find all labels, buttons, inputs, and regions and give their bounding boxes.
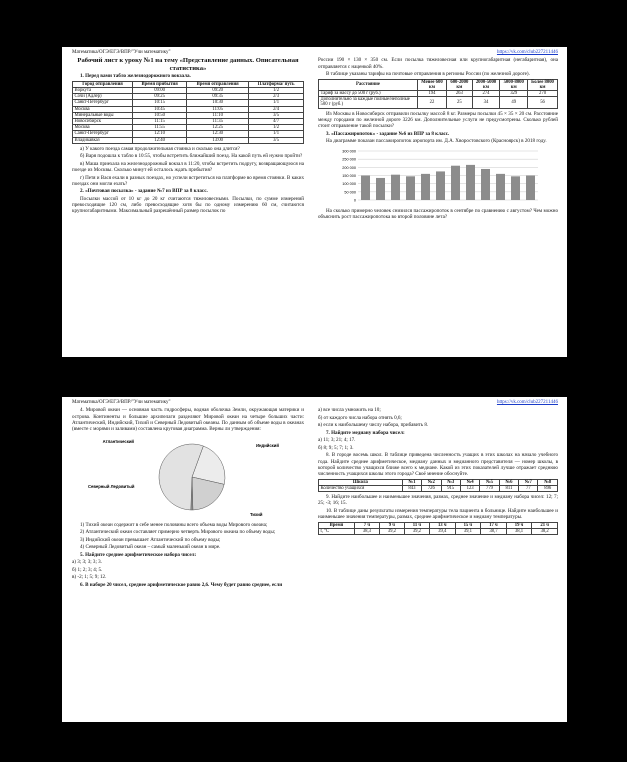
table-header-cell: №2	[422, 479, 441, 485]
table-cell: 1/2	[249, 87, 304, 93]
bar	[406, 176, 415, 200]
task-6-b: б) от каждого числа набора отнять 0,6;	[318, 414, 402, 421]
table-header-cell: 9 ч	[379, 522, 404, 528]
table-cell: 10:30	[187, 100, 249, 106]
task-9-text: 9. Найдите наибольшее и наименьшее значения, размах, среднее значение и медиану набора чисел: 12; 7; 25; -3; 16; 15.	[318, 493, 558, 507]
y-tick-label: 200 000	[342, 165, 356, 170]
tariff-table	[318, 79, 558, 109]
table-cell: 38,3	[354, 528, 379, 534]
table-cell: 10:15	[133, 100, 187, 106]
table-cell: 39,2	[379, 528, 404, 534]
task-7-a: а) 11; 3; 21; 4; 17.	[318, 437, 356, 444]
table-cell: 11:35	[187, 119, 249, 125]
statement-3: 3) Индийский океан превышает Атлантический по объему воды;	[80, 536, 221, 543]
question-v: в) Маша приехала на железнодорожный вокзал в 11:20, чтобы встретить подругу, возвращающуюся на поезде из Москвы. Сколько минут ей осталось ждать прибытия?	[72, 160, 304, 174]
train-schedule-table	[72, 81, 304, 144]
page1-left-column	[72, 50, 304, 216]
table-header-cell: №8	[538, 479, 558, 485]
table-cell: 09:35	[187, 94, 249, 100]
table-cell: 3/5	[249, 112, 304, 118]
table-cell: 11:10	[187, 112, 249, 118]
question-b: б) Варя подошла к табло в 10:55, чтобы встретить ближайший поезд. На какой путь ей нужно пройти?	[80, 153, 303, 160]
task-5-a: а) 3; 3; 3; 3; 3.	[72, 559, 102, 566]
table-header-cell: 21 ч	[532, 522, 558, 528]
passenger-flow-bar-chart	[332, 148, 542, 204]
bar	[391, 174, 400, 199]
table-header-cell: №4	[460, 479, 479, 485]
table-cell: Санкт-Петербург	[73, 131, 133, 137]
bar	[421, 173, 430, 199]
table-cell: 12:25	[187, 125, 249, 131]
statement-4: 4) Северный Ледовитый океан – самый маленький океан в мире.	[80, 544, 221, 551]
task-6-a: а) все числа умножить на 10;	[318, 407, 381, 414]
table-cell: 56	[528, 97, 558, 108]
table-cell: 09:20	[187, 87, 249, 93]
table-cell: Воркута	[73, 87, 133, 93]
worksheet-page-2	[62, 397, 567, 722]
table-header-cell: Менее 600 км	[417, 79, 446, 90]
task-2-heading: 2. «Почтовая посылка» - задание №7 из ВПР за 8 класс.	[80, 188, 208, 195]
task-8-text: 8. В городе восемь школ. В таблице приведена численность учащих в этих школах на начало учебного года. Найдите среднее арифметическое, медиану данных и медианного представителя — номер школы, в которой количество учащихся ближе всего к медиане. Какой из этих показателей лучше отражает среднюю численность учащихся школы этого города? Своё мнение обоснуйте.	[318, 452, 558, 478]
table-header-cell: №1	[402, 479, 421, 485]
worksheet-title: Рабочий лист к уроку №1 на тему «Представление данных. Описательная статистика»	[77, 57, 299, 73]
worksheet-page-1	[62, 47, 567, 357]
statement-2: 2) Атлантический океан составляет примерно четверть Мирового океана по объему воды;	[80, 529, 276, 536]
task-6-c: в) если к наибольшему числу набора, прибавить 8.	[318, 422, 429, 429]
table-cell: 12:10	[133, 131, 187, 137]
table-cell: Количество учащихся	[319, 485, 403, 491]
table-header-cell: 2000-5000 км	[472, 79, 500, 90]
table-header-cell: 7 ч	[354, 522, 379, 528]
table-header-cell: №5	[480, 479, 499, 485]
bar	[466, 165, 475, 200]
statement-1: 1) Тихий океан содержит в себе менее половины всего объема воды Мирового океана;	[80, 521, 268, 528]
task-6-heading: 6. В наборе 20 чисел, среднее арифметическое равно 2,6. Чему будет равно среднее, если	[80, 581, 283, 588]
pie-slice-label: Тихий	[250, 511, 263, 517]
table-cell: 11:55	[133, 125, 187, 131]
table-cell: 11:05	[187, 106, 249, 112]
table-cell: Сочи (Адлер)	[73, 94, 133, 100]
table-cell: 274	[472, 90, 500, 96]
task-1-heading: 1. Перед вами табло железнодорожного вокзала.	[80, 73, 191, 80]
bar	[436, 171, 445, 200]
table-cell: 270	[528, 90, 558, 96]
table-cell: t, °С	[319, 528, 355, 534]
table-header-cell: Город отправления	[73, 81, 133, 87]
y-tick-label: 100 000	[342, 181, 356, 186]
table-header-cell: Платформа/ путь	[249, 81, 304, 87]
bar	[496, 173, 505, 199]
table-header-cell: 5000-8000 км	[500, 79, 528, 90]
table-cell: 1/1	[249, 131, 304, 137]
page2-right-column	[318, 400, 558, 537]
table-cell: 39,4	[429, 528, 455, 534]
bar	[451, 165, 460, 199]
table-cell: Минеральные воды	[73, 112, 133, 118]
table-cell: 39,1	[455, 528, 481, 534]
table-cell: 77	[519, 485, 538, 491]
bar	[481, 169, 490, 200]
ocean-volume-pie-chart	[72, 436, 304, 518]
table-header-cell: Время отправления	[187, 81, 249, 87]
table-cell: 38,7	[481, 528, 507, 534]
table-header-cell: Школа	[319, 479, 403, 485]
pie-slice-label: Северный Ледовитый	[88, 483, 135, 489]
table-cell: 915	[441, 485, 460, 491]
task-3-heading: 3. «Пассажиропоток» - задание №6 из ВПР за 8 класс.	[326, 130, 450, 137]
table-cell: 329	[500, 90, 528, 96]
table-cell: 2/4	[249, 106, 304, 112]
table-header-cell: 13 ч	[429, 522, 455, 528]
table-cell: 09:00	[133, 87, 187, 93]
task-10-text: 10. В таблице даны результаты измерения температуры тела пациента в больнице. Найдите наибольшее и наименьшее значения температуры, размах, среднее арифметическое и медиану температуры.	[318, 507, 558, 521]
task-2-continued: России 190 × 130 × 350 см. Если посылка тяжеловесная или крупногабаритная (негабаритная), она отправляется с наценкой 40%.	[318, 57, 558, 70]
table-cell: 13:00	[187, 137, 249, 143]
table-cell: 811	[499, 485, 518, 491]
table-cell: 12:40	[133, 137, 187, 143]
task-7-heading: 7. Найдите медиану набора чисел:	[326, 429, 405, 436]
table-cell: 2/3	[249, 94, 304, 100]
table-cell: 896	[538, 485, 558, 491]
y-tick-label: 50 000	[344, 189, 356, 194]
table-cell: 3/5	[249, 137, 304, 143]
vk-link[interactable]: https://vk.com/club227211446	[496, 400, 558, 405]
table-header-cell: Более 8000 км	[528, 79, 558, 90]
table-cell: Москва	[73, 106, 133, 112]
table-header-cell: Время	[319, 522, 355, 528]
table-cell: Дополнительно за каждые полные/неполные 500 г (руб.)	[319, 97, 418, 108]
table-cell: 779	[480, 485, 499, 491]
page1-right-column	[318, 50, 558, 222]
table-header-cell: №3	[441, 479, 460, 485]
table-cell: 34	[472, 97, 500, 108]
table-row	[73, 137, 304, 143]
table-cell: Москва	[73, 125, 133, 131]
table-header-cell: №7	[519, 479, 538, 485]
table-cell: 10:50	[133, 112, 187, 118]
bar	[376, 178, 385, 200]
table-header-cell: 600-2000 км	[447, 79, 473, 90]
task-3-text: На диаграмме показан пассажиропоток аэропорта им. Д.А. Хворостовского (Красноярск) в 2018 году.	[326, 138, 547, 145]
y-tick-label: 150 000	[342, 173, 356, 178]
table-header-cell: Время прибытия	[133, 81, 187, 87]
y-tick-label: 300 000	[342, 149, 356, 154]
table-cell: 38,1	[506, 528, 532, 534]
table-cell: Тариф за массу до 500 г (руб.)	[319, 90, 418, 96]
bar	[361, 175, 370, 200]
table-cell: 1/2	[249, 125, 304, 131]
task-5-c: в) -2; 1; 5; 9; 12.	[72, 574, 107, 581]
table-cell: Санкт-Петербург	[73, 100, 133, 106]
y-tick-label: 0	[353, 198, 356, 203]
temperature-table	[318, 522, 558, 535]
table-header-cell: 15 ч	[455, 522, 481, 528]
table-cell: 4/7	[249, 119, 304, 125]
task-5-b: б) 1; 2; 3; 4; 5.	[72, 566, 103, 573]
table-cell: 39,2	[404, 528, 429, 534]
table-cell: Владикавказ	[73, 137, 133, 143]
table-cell: 38,2	[532, 528, 558, 534]
table-row	[319, 97, 558, 108]
pie-slice-label: Атлантический	[102, 438, 134, 444]
table-header-cell: 17 ч	[481, 522, 507, 528]
table-cell: 49	[500, 97, 528, 108]
task-2-text: Посылки массой от 10 кг до 20 кг считаются тяжеловесными. Посылки, по сумме измерений превосходящие 120 см, либо превосходящие хотя бы по одному измерению 60 см, считаются крупногабаритными. Максимальный разрешённый размер посылок по	[72, 195, 304, 215]
bar	[511, 176, 520, 200]
vk-link[interactable]: https://vk.com/club227211446	[496, 50, 558, 55]
table-cell: 1/1	[249, 100, 304, 106]
page-header: Математика/ОГЭ/ЕГЭ/ВПР/"Учи математику"	[72, 50, 171, 55]
table-cell: 25	[447, 97, 473, 108]
page-header: Математика/ОГЭ/ЕГЭ/ВПР/"Учи математику"	[72, 400, 171, 405]
table-header-cell: Расстояние	[319, 79, 418, 90]
table-header-cell: №6	[499, 479, 518, 485]
y-tick-label: 250 000	[342, 157, 356, 162]
pie-slice-label: Индийский	[256, 442, 279, 448]
question-g: г) Петя и Вася ехали в разных поездах, но успели встретиться на платформе во время стоянки. В каких поездах они могли ехать?	[72, 174, 304, 187]
school-table	[318, 479, 558, 492]
table-header-cell: 19 ч	[506, 522, 532, 528]
table-cell: 12:30	[187, 131, 249, 137]
task-4-text: 4. Мировой океан — основная часть гидросферы, водная оболочка Земли, окружающая материки и острова. Континенты и большие архипелаги разделяют Мировой океан на четыре больших части: Атлантический, Индийский, Тихий и Северный Ледовитый океаны. По данным об объеме воды в океанах (вместе с морями и заливами) составлена круговая диаграмма. Верны ли утверждения:	[72, 407, 304, 433]
table-cell: 263	[447, 90, 473, 96]
bar	[526, 175, 535, 200]
table-cell: 09:25	[133, 94, 187, 100]
table-cell: 123	[460, 485, 479, 491]
table-cell: 11:15	[133, 119, 187, 125]
table-cell: 194	[417, 90, 446, 96]
table-cell: 22	[417, 97, 446, 108]
task-2-question: Из Москвы в Новосибирск отправили посылку массой 8 кг. Размеры посылки 45 × 35 × 20 см. Расстояние между городами по железной дороге 3226 км. Дополнительные услуги не предусмотрены. Сколько рублей стоит отправление такой посылки?	[318, 110, 558, 130]
page2-left-column	[72, 400, 304, 589]
table-cell: Новосибирск	[73, 119, 133, 125]
table-cell: 843	[402, 485, 421, 491]
table-header-cell: 11 ч	[404, 522, 429, 528]
question-a: а) У какого поезда самая продолжительная стоянка и сколько она длится?	[80, 145, 240, 152]
table-cell: 726	[422, 485, 441, 491]
task-3-question: На сколько примерно человек снизился пассажиропоток в сентябре по сравнению с августом? Чем можно объяснить рост пассажиропотока во второй половине лета?	[318, 207, 558, 221]
task-5-heading: 5. Найдите среднее арифметическое набора чисел:	[80, 551, 197, 558]
tariff-intro: В таблице указаны тарифы на почтовые отправления в регионы России (по железной дороге).	[326, 71, 530, 78]
table-cell: 10:45	[133, 106, 187, 112]
task-7-b: б) 8; 9; 5; 7; 1; 3.	[318, 444, 354, 451]
